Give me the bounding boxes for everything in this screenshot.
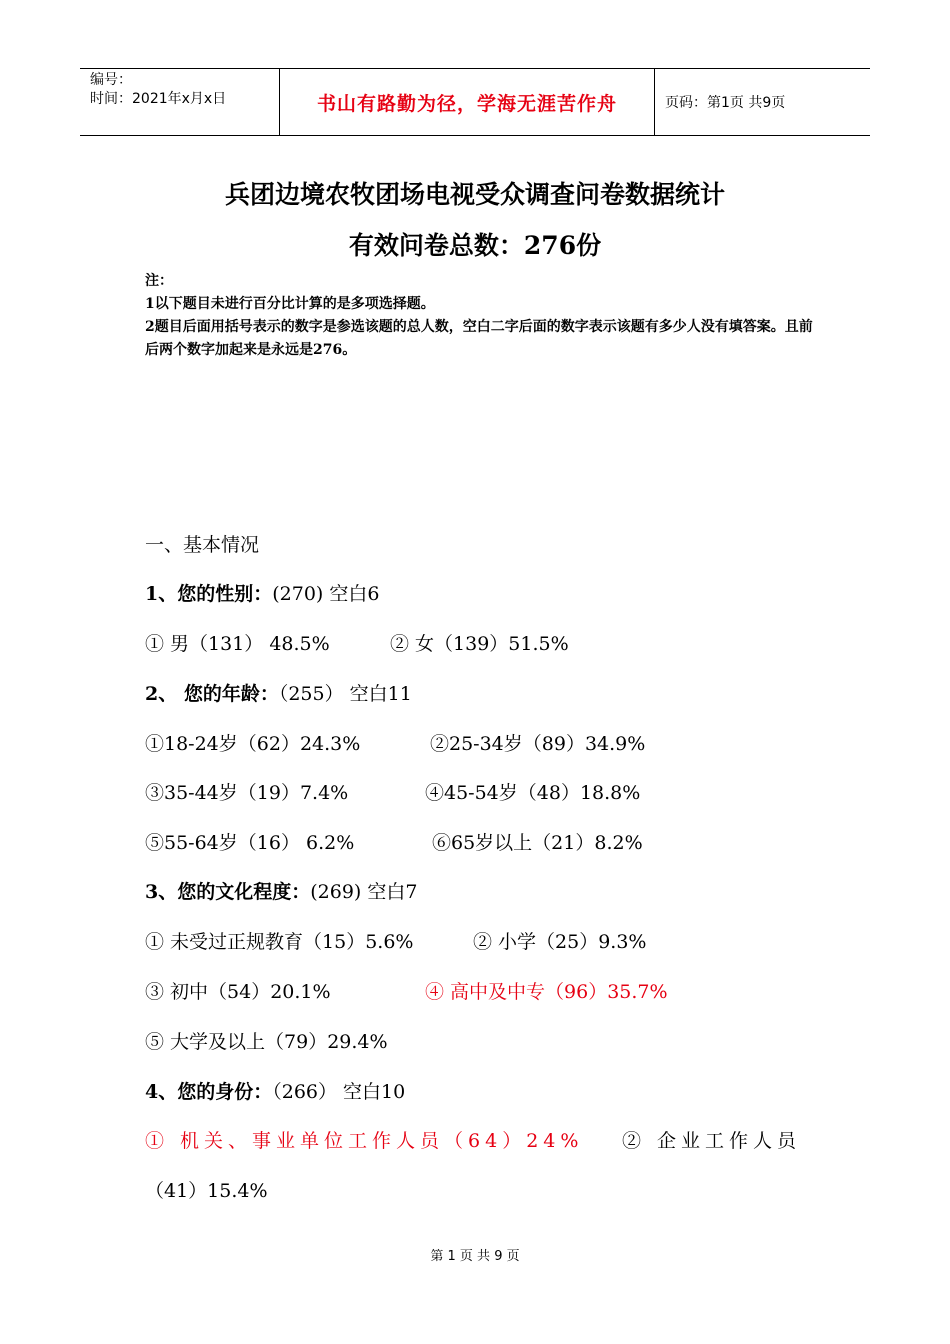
time-label: 时间：2021年x月x日 (90, 91, 227, 107)
header-page-code: 页码：第1页 共9页 (665, 95, 786, 111)
answer-option: ④45-54岁（48）18.8% (425, 782, 641, 804)
header-motto: 书山有路勤为径，学海无涯苦作舟 (280, 69, 655, 135)
answer-option: ③35-44岁（19）7.4% (145, 782, 349, 804)
answer-option: ② 企业工作人员 (622, 1130, 802, 1152)
note-item: 2题目后面用括号表示的数字是参选该题的总人数，空白二字后面的数字表示该题有多少人没有填答案。且前后两个数字加起来是永远是276。 (145, 319, 813, 358)
document-subtitle: 有效问卷总数：276份 (348, 231, 602, 260)
question-stat: (269) 空白7 (310, 881, 418, 903)
question-title: 4、您的身份： (145, 1081, 273, 1103)
notes-label: 注： (145, 273, 173, 289)
answer-option: ② 小学（25）9.3% (473, 931, 647, 953)
number-label: 编号： (90, 72, 132, 88)
answer-option: ① 未受过正规教育（15）5.6% (145, 931, 414, 953)
answer-option: ③ 初中（54）20.1% (145, 981, 331, 1003)
question-title: 1、您的性别： (145, 583, 273, 605)
question-stat: (270) 空白6 (272, 583, 380, 605)
answer-option: ⑥65岁以上（21）8.2% (432, 832, 643, 854)
answer-option: ① 男（131） 48.5% (145, 633, 330, 655)
section-heading: 一、基本情况 (145, 534, 260, 556)
question-stat: （255） 空白11 (278, 683, 412, 705)
answer-option-continued: （41）15.4% (145, 1180, 268, 1202)
answer-option: ⑤ 大学及以上（79）29.4% (145, 1031, 388, 1053)
page-footer: 第 1 页 共 9 页 (430, 1249, 520, 1264)
answer-option: ①18-24岁（62）24.3% (145, 733, 361, 755)
question-4 (145, 1077, 405, 1104)
question-stat: （266） 空白10 (272, 1081, 406, 1103)
question-2 (145, 679, 412, 706)
answer-option: ② 女（139）51.5% (390, 633, 569, 655)
answer-option: ②25-34岁（89）34.9% (430, 733, 646, 755)
page-header (80, 68, 870, 136)
question-1 (145, 579, 379, 606)
document-title: 兵团边境农牧团场电视受众调查问卷数据统计 (224, 180, 725, 209)
answer-option-highlighted: ④ 高中及中专（96）35.7% (425, 981, 668, 1003)
notes (145, 270, 825, 362)
answer-option: ⑤55-64岁（16） 6.2% (145, 832, 355, 854)
question-title: 2、 您的年龄： (145, 683, 279, 705)
note-item: 1以下题目未进行百分比计算的是多项选择题。 (145, 296, 435, 312)
header-meta (80, 69, 280, 135)
answer-option-highlighted: ① 机关、事业单位工作人员（64）24% (145, 1130, 584, 1152)
question-3 (145, 877, 417, 904)
question-title: 3、您的文化程度： (145, 881, 311, 903)
